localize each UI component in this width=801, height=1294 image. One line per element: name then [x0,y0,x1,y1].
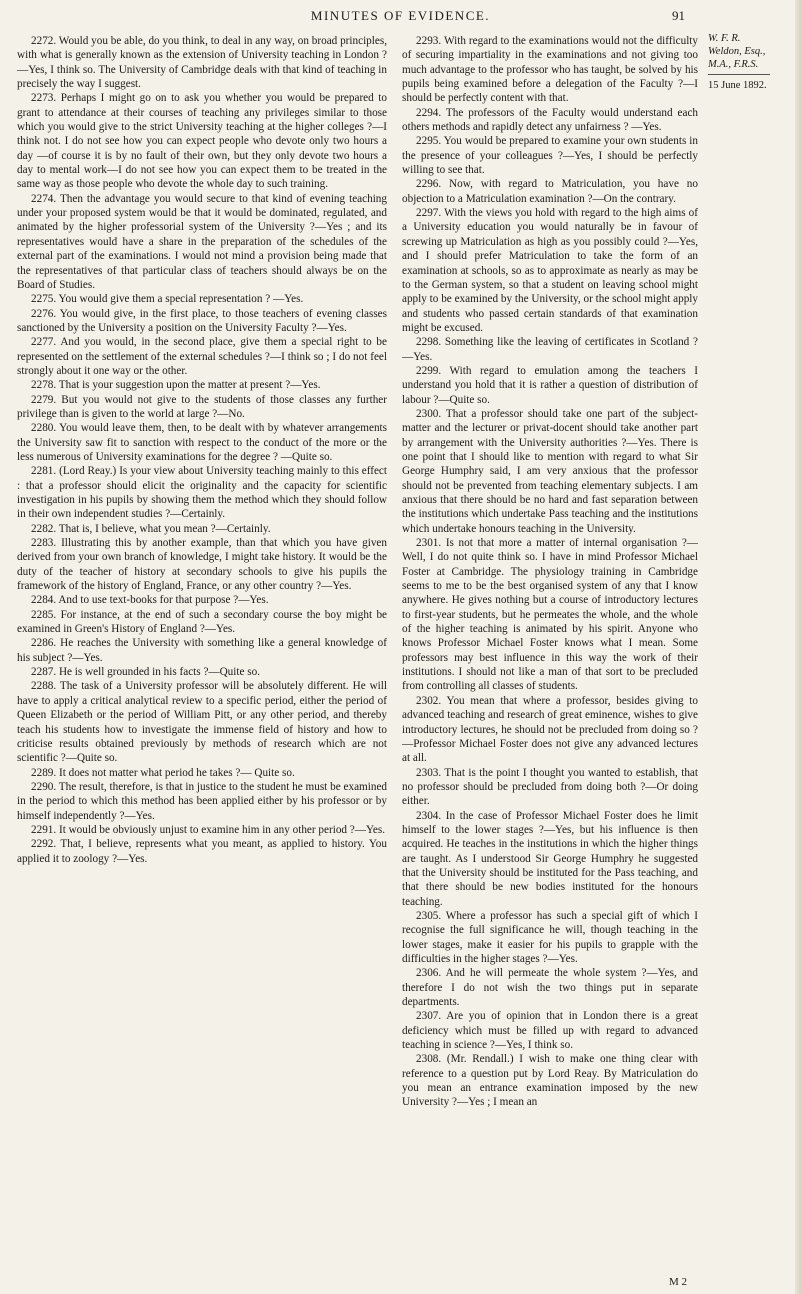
evidence-paragraph: 2302. You mean that where a professor, besides giving to advanced teaching and research of great eminence, wishes to give introductory lectures, he should not be precluded from doing so ?—Professor Michael Foster does not give any advanced lectures at all. [402,694,698,765]
page-edge [795,0,801,1294]
page-header [0,8,801,28]
evidence-paragraph: 2284. And to use text-books for that purpose ?—Yes. [31,594,269,607]
evidence-paragraph: 2291. It would be obviously unjust to examine him in any other period ?—Yes. [31,823,386,836]
page-number: 91 [672,8,685,23]
evidence-paragraph: 2279. But you would not give to the students of those classes any further privilege than is given to the world at large ?—No. [17,393,387,420]
evidence-paragraph: 2308. (Mr. Rendall.) I wish to make one thing clear with reference to a question put by Lord Reay. By Matriculation do you mean an entrance examination imposed by the new University ?—Yes ; I mean an [402,1053,698,1109]
evidence-paragraph: 2294. The professors of the Faculty would understand each others methods and rapidly detect any unfairness ? —Yes. [402,106,698,134]
evidence-paragraph: 2306. And he will permeate the whole system ?—Yes, and therefore I do not wish the two things put in separate departments. [402,967,698,1009]
evidence-paragraph: 2281. (Lord Reay.) Is your view about University teaching mainly to this effect : that a professor should elicit the originality and the capacity for scientific investigation in his pupils by showing them the method which they should follow in their own independent studies ?—Certainly. [17,465,387,521]
evidence-paragraph: 2278. That is your suggestion upon the matter at present ?—Yes. [31,379,321,392]
evidence-paragraph: 2287. He is well grounded in his facts ?—Quite so. [31,666,260,679]
evidence-paragraph: 2296. Now, with regard to Matriculation, you have no objection to a Matriculation examination ?—On the contrary. [402,178,698,205]
evidence-paragraph: 2303. That is the point I thought you wanted to establish, that no professor should be precluded from doing both ?—Or doing either. [402,766,698,808]
evidence-paragraph: 2276. You would give, in the first place, to those teachers of evening classes sanctioned by the University a position on the University Faculty ?—Yes. [17,307,387,334]
evidence-paragraph: 2295. You would be prepared to examine your own students in the presence of your colleagues ?—Yes, I should be perfectly willing to see that. [402,135,698,177]
right-text-column [402,34,698,1110]
evidence-paragraph: 2297. With the views you hold with regard to the high aims of a University education you would naturally be in favour of screwing up Matriculation as high as you possibly could ?—Yes, and I should prefer Matriculation to take the form of an examination at schools, so as to approximate as nearly as may be to the German system, so that a student on leaving school might apply to be examined by the University, or the school might apply and students who passed certain standards of that examination might be excused. [402,207,698,334]
evidence-paragraph: 2286. He reaches the University with something like a general knowledge of his subject ?—Yes. [17,637,387,664]
evidence-paragraph: 2292. That, I believe, represents what you meant, as applied to history. You applied it to zoology ?—Yes. [17,838,387,865]
margin-divider [708,74,770,75]
evidence-paragraph: 2272. Would you be able, do you think, to deal in any way, on broad principles, with what is generally known as the extension of University teaching in London ?—Yes, I think so. The University of Cambridge deals with that kind of teaching in precisely the way I suggest. [17,35,387,91]
witness-name-line-3: M.A., F.R.S. [708,59,759,70]
witness-name-line-2: Weldon, Esq., [708,46,766,57]
evidence-paragraph: 2305. Where a professor has such a special gift of which I recognise the full significance he will, though teaching in the lower stages, make it easier for his pupils to grapple with the difficulties in the higher stages ?—Yes. [402,909,698,965]
evidence-paragraph: 2280. You would leave them, then, to be dealt with by whatever arrangements the University saw fit to sanction with respect to the conduct of the more or the less numerous of University examinations for the degree ? —Quite so. [17,422,387,463]
witness-name-line-1: W. F. R. [708,33,741,44]
evidence-paragraph: 2299. With regard to emulation among the teachers I understand you hold that it is rather a question of distribution of labour ?—Quite so. [402,364,698,406]
evidence-paragraph: 2274. Then the advantage you would secure to that kind of evening teaching under your proposed system would be that it would be dominated, regulated, and animated by the higher professorial system of the University ?—Yes ; and its representatives would have a share in the preparation of the schedules of the external part of the examinations. I would not mind a provision being made that the representatives of that particular class of teachers should always be on the Board of Studies. [17,192,387,291]
evidence-paragraph: 2289. It does not matter what period he takes ?— Quite so. [31,766,295,779]
evidence-date: 15 June 1892. [708,80,767,91]
left-text-column [17,34,387,866]
evidence-paragraph: 2304. In the case of Professor Michael Foster does he limit himself to the lower stages ?—Yes, but his influence is then acquired. He teaches in the institutions in which the higher things are taught. As I understood Sir George Humphry he suggested that the University should be instituted for the Pass teaching, and that there should be new bodies instituted for the honours teaching. [402,809,698,908]
evidence-paragraph: 2300. That a professor should take one part of the subject-matter and the lecturer or privat-docent should take another part by arrangement with the University authorities ?—Yes. There is one point that I should like to mention with regard to what Sir George Humphry said, I am very anxious that the professor should not be prevented from teaching elementary subjects. I am anxious that there should be no hard and fast separation between the institutions which undertake Pass teaching and the institutions which undertake honours teaching in the University. [402,407,698,535]
running-title: MINUTES OF EVIDENCE. [310,8,491,23]
margin-note [708,32,792,92]
evidence-paragraph: 2293. With regard to the examinations would not the difficulty of securing impartiality in the examinations and not giving too much advantage to the professor who has taught, be solved by his pupils being examined before a delegation of the Faculty ?—I should be perfectly content with that. [402,35,698,105]
evidence-paragraph: 2283. Illustrating this by another example, than that which you have given derived from your own branch of knowledge, I might take history. It would be the duty of the teacher of history at secondary schools to give his pupils the framework of the history of England, France, or any other country ?—Yes. [17,537,387,593]
evidence-paragraph: 2288. The task of a University professor will be absolutely different. He will have to apply a critical analytical review to a specific period, either the period of Queen Elizabeth or the period of William Pitt, or any other period, and thereby teach his students how to investigate the immense field of history and how to criticise results obtained previously by methods of research which are not scientific ?—Quite so. [17,680,387,765]
evidence-paragraph: 2282. That is, I believe, what you mean ?—Certainly. [31,522,271,535]
evidence-paragraph: 2277. And you would, in the second place, give them a special right to be represented on the settlement of the external schedules ?—I think so ; I do not feel strongly about it one way or the other. [17,336,387,377]
evidence-paragraph: 2298. Something like the leaving of certificates in Scotland ?—Yes. [402,336,698,363]
evidence-paragraph: 2307. Are you of opinion that in London there is a great deficiency which must be filled up with regard to advanced teaching in science ?—Yes, I think so. [402,1010,698,1052]
evidence-paragraph: 2273. Perhaps I might go on to ask you whether you would be prepared to grant to attendance at their courses of teaching any privileges similar to those which you would give to the strict University teaching at the higher colleges ?—I think not. I do not see how you can expect people who devote only two hours a day —of course it is by no fault of their own, but they only devote two hours a day to mental work—I do not see how you can expect them to be treated in the same way as those people who devote the whole day to such training. [17,92,387,191]
signature-mark: M 2 [669,1276,688,1288]
evidence-paragraph: 2285. For instance, at the end of such a secondary course the boy might be examined in Green's History of England ?—Yes. [17,608,387,636]
evidence-paragraph: 2301. Is not that more a matter of internal organisation ?—Well, I do not quite think so. I have in mind Professor Michael Foster at Cambridge. The physiology training in Cambridge seems to me to be the best organised system of any that I know anywhere. He gives nothing but a course of introductory lectures to first-year students, but he permeates the whole, and the whole of the higher teaching is animated by his spirit. Anyone who knows Professor Michael Foster knows what I mean. Some professors may best influence in this way the work of their institutions. I should not like a man of that sort to be precluded from controlling all classes of students. [402,537,698,693]
evidence-paragraph: 2290. The result, therefore, is that in justice to the student he must be examined in the period to which this method has been applied either by his professor or by himself independently ?—Yes. [17,780,387,822]
evidence-paragraph: 2275. You would give them a special representation ? —Yes. [31,293,304,306]
